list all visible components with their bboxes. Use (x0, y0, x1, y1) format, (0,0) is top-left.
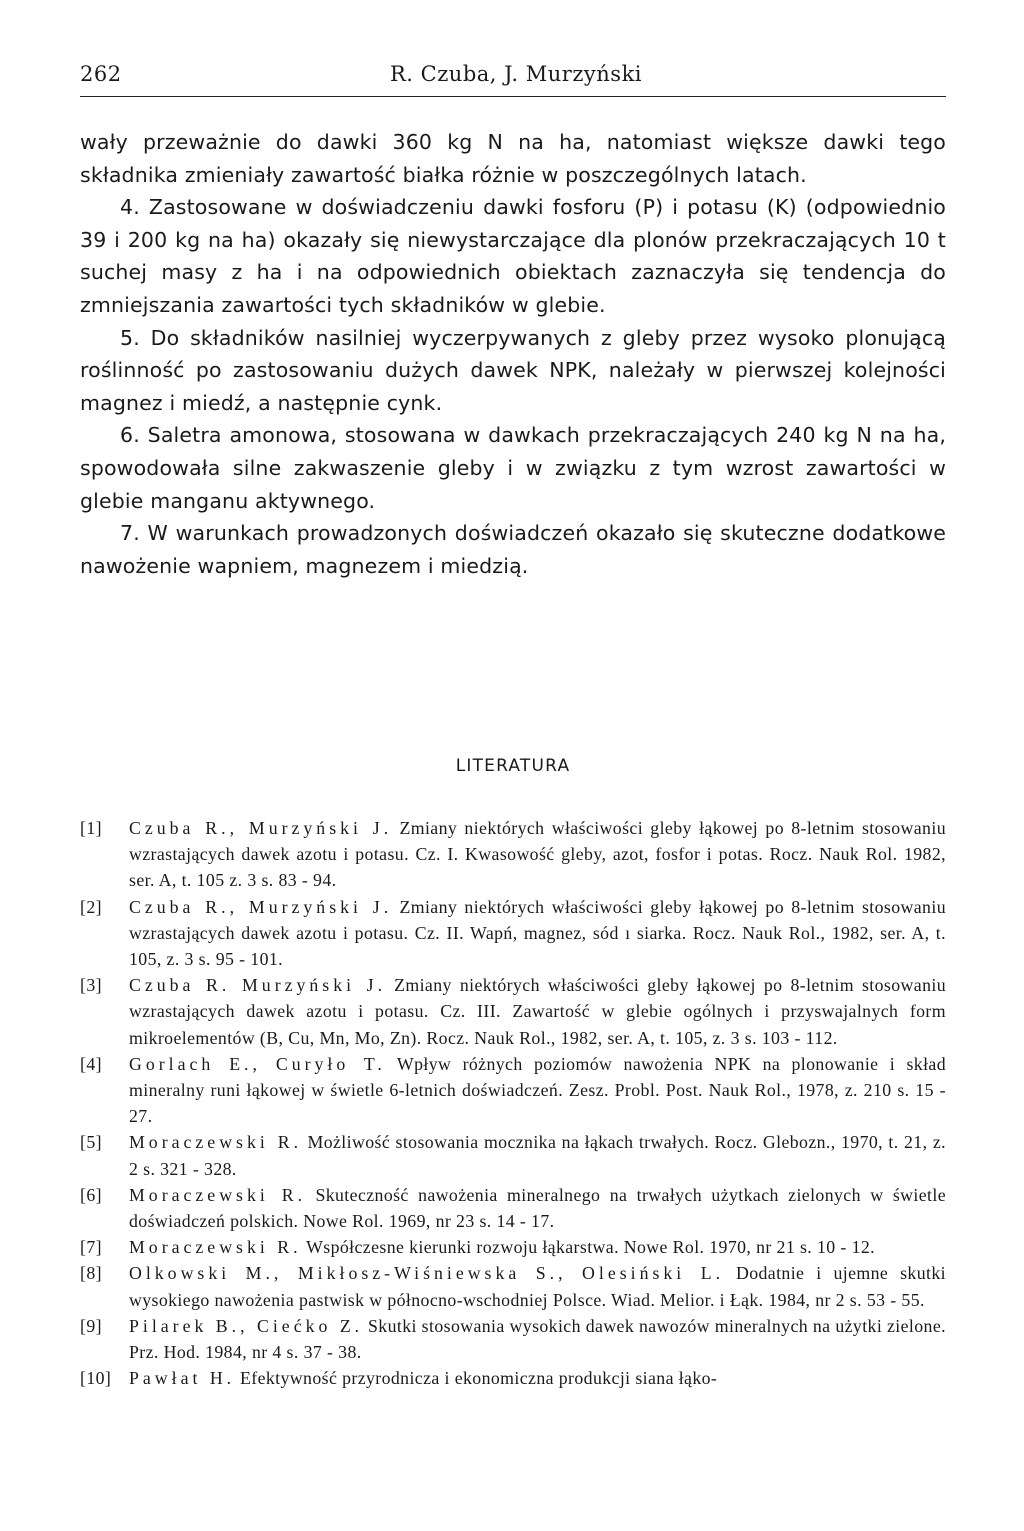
reference-number: [6] (80, 1184, 102, 1205)
paragraph-5: 5. Do składników nasilniej wyczerpywanych z gleby przez wysoko plonującą roślinność po zastosowaniu dużych dawek NPK, należały w pierwszej kolejności magnez i miedź, a następnie cynk. (80, 325, 946, 415)
reference-authors: Gorlach E., Curyło T. (129, 1053, 386, 1074)
reference-number: [4] (80, 1053, 102, 1074)
literature-heading: LITERATURA (455, 756, 571, 776)
paragraph-6: 6. Saletra amonowa, stosowana w dawkach przekraczających 240 kg N na ha, spowodowała silne zakwaszenie gleby i w związku z tym wzrost zawartości w glebie manganu aktywnego. (80, 423, 946, 513)
conclusions-text (80, 126, 946, 582)
reference-body (129, 972, 946, 1051)
reference-text: Wpływ różnych poziomów nawożenia NPK na plonowanie i skład mineralny runi łąkowej w świetle 6-letnich doświadczeń. Zesz. Probl. Post. Nauk Rol., 1978, z. 210 s. 15 - 27. (129, 1053, 946, 1127)
reference-authors: Moraczewski R. (129, 1237, 302, 1258)
reference-body (129, 894, 946, 973)
reference-number: [10] (80, 1368, 112, 1389)
reference-text: Zmiany niektórych właściwości gleby łąkowej po 8-letnim stosowaniu wzrastających dawek azotu i potasu. Cz. I. Kwasowość gleby, azot, fosfor i potas. Rocz. Nauk Rol. 1982, ser. A, t. 105 z. 3 s. 83 - 94. (129, 818, 946, 891)
reference-number: [3] (80, 975, 102, 996)
reference-number: [7] (80, 1237, 102, 1258)
reference-text: Współczesne kierunki rozwoju łąkarstwa. Nowe Rol. 1970, nr 21 s. 10 - 12. (306, 1237, 876, 1258)
reference-body (129, 1260, 946, 1312)
reference-number: [5] (80, 1132, 102, 1153)
header-rule (80, 96, 946, 97)
paragraph-4: 4. Zastosowane w doświadczeniu dawki fosforu (P) i potasu (K) (odpowiednio 39 i 200 kg na ha) okazały się niewystarczające dla plonów przekraczających 10 t suchej masy z ha i na odpowiednich obiektach zaznaczyła się tendencja do zmniejszania zawartości tych składników w glebie. (80, 195, 946, 317)
reference-item (80, 972, 946, 1051)
reference-body (129, 1182, 946, 1234)
reference-text: Skutki stosowania wysokich dawek nawozów mineralnych na użytki zielone. Prz. Hod. 1984, nr 4 s. 37 - 38. (129, 1315, 946, 1363)
page (80, 62, 947, 1389)
page-header (80, 62, 946, 92)
reference-authors: Czuba R., Murzyński J. (129, 818, 393, 838)
reference-body (129, 1051, 946, 1130)
reference-item (80, 815, 946, 894)
reference-item (80, 1365, 946, 1391)
reference-list (80, 815, 946, 1391)
reference-body (129, 815, 946, 894)
reference-authors: Czuba R., Murzyński J. (129, 896, 393, 917)
reference-number: [9] (80, 1315, 102, 1336)
paragraph-continued: wały przeważnie do dawki 360 kg N na ha, natomiast większe dawki tego składnika zmieniały zawartość białka różnie w poszczególnych latach. (80, 130, 946, 187)
reference-item (80, 1260, 946, 1312)
reference-body (129, 1234, 946, 1260)
reference-authors: Olkowski M., Mikłosz-Wiśniewska S., Olesiński L. (129, 1263, 725, 1284)
reference-text: Zmiany niektórych właściwości gleby łąkowej po 8-letnim stosowaniu wzrastających dawek azotu i potasu. Cz. II. Wapń, magnez, sód ı siarka. Rocz. Nauk Rol., 1982, ser. A, t. 105, z. 3 s. 95 - 101. (129, 896, 946, 970)
reference-authors: Moraczewski R. (129, 1132, 303, 1153)
reference-authors: Moraczewski R. (129, 1184, 307, 1205)
reference-number: [8] (80, 1263, 102, 1284)
reference-authors: Czuba R. Murzyński J. (129, 975, 387, 996)
reference-authors: Pilarek B., Ciećko Z. (129, 1315, 364, 1336)
reference-number: [2] (80, 896, 102, 917)
reference-item (80, 1051, 946, 1130)
running-head: R. Czuba, J. Murzyński (390, 62, 643, 86)
reference-item (80, 1313, 946, 1365)
reference-body (129, 1365, 946, 1391)
reference-text: Efektywność przyrodnicza i ekonomiczna produkcji siana łąko- (240, 1368, 718, 1389)
reference-text: Możliwość stosowania mocznika na łąkach trwałych. Rocz. Glebozn., 1970, t. 21, z. 2 s. 321 - 328. (129, 1132, 946, 1179)
paragraph-7: 7. W warunkach prowadzonych doświadczeń okazało się skuteczne dodatkowe nawożenie wapniem, magnezem i miedzią. (80, 521, 946, 578)
reference-item (80, 1182, 946, 1234)
reference-item (80, 1234, 946, 1260)
reference-text: Zmiany niektórych właściwości gleby łąkowej po 8-letnim stosowaniu wzrastających dawek azotu i potasu. Cz. III. Zawartość w glebie ogólnych i przyswajalnych form mikroelementów (B, Cu, Mn, Mo, Zn). Rocz. Nauk Rol., 1982, ser. A, t. 105, z. 3 s. 103 - 112. (129, 975, 947, 1048)
reference-text: Skuteczność nawożenia mineralnego na trwałych użytkach zielonych w świetle doświadczeń polskich. Nowe Rol. 1969, nr 23 s. 14 - 17. (129, 1184, 946, 1232)
reference-body (129, 1313, 946, 1365)
reference-number: [1] (80, 818, 102, 838)
reference-item (80, 1129, 946, 1181)
reference-body (129, 1129, 946, 1181)
reference-text: Dodatnie i ujemne skutki wysokiego nawożenia pastwisk w północno-wschodniej Polsce. Wiad. Melior. i Łąk. 1984, nr 2 s. 53 - 55. (129, 1263, 946, 1310)
page-number: 262 (80, 62, 122, 86)
reference-authors: Pawłat H. (129, 1368, 236, 1389)
reference-item (80, 894, 946, 973)
